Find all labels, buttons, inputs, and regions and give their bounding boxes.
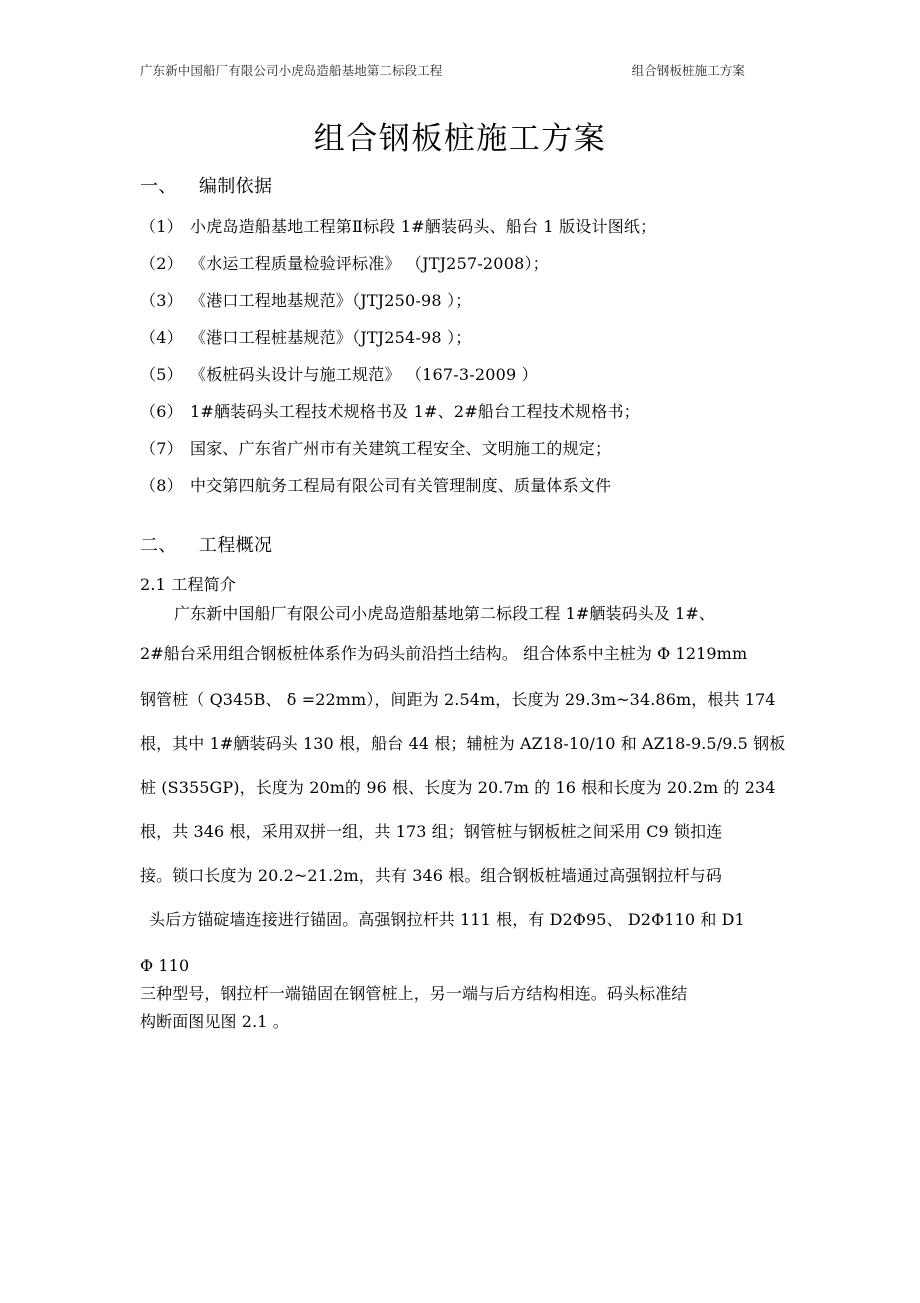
list-item	[140, 290, 788, 312]
reference-list	[140, 216, 788, 497]
reference-text: 中交第四航务工程局有限公司有关管理制度、质量体系文件	[190, 476, 612, 495]
paragraph-line: 根，其中 1#舾装码头 130 根，船台 44 根；辅桩为 AZ18-10/10 和 AZ18-9.5/9.5 钢板	[140, 734, 786, 753]
list-item	[140, 216, 788, 238]
list-item	[140, 438, 788, 460]
list-item	[140, 401, 788, 423]
running-header	[140, 60, 785, 82]
reference-number: （6）	[140, 402, 183, 421]
reference-text: 1#舾装码头工程技术规格书及 1#、2#船台工程技术规格书；	[190, 402, 640, 421]
reference-text: 《板桩码头设计与施工规范》 （167-3-2009 ）	[190, 365, 538, 384]
list-item	[140, 253, 788, 275]
paragraph-line: 构断面图见图 2.1 。	[140, 1012, 289, 1031]
list-item	[140, 364, 788, 386]
reference-number: （1）	[140, 217, 183, 236]
reference-text: 《港口工程地基规范》（JTJ250-98 ）；	[190, 291, 472, 310]
paragraph-line: 桩 (S355GP)，长度为 20m的 96 根、长度为 20.7m 的 16 根和长度为 20.2m 的 234	[140, 778, 776, 797]
reference-text: 《港口工程桩基规范》（JTJ254-98 ）；	[190, 328, 472, 347]
paragraph-line: 接。锁口长度为 20.2~21.2m，共有 346 根。组合钢板桩墙通过高强钢拉杆与码	[140, 866, 722, 885]
paragraph-line: 钢管桩（ Q345B、 δ =22mm），间距为 2.54m，长度为 29.3m~34.86m，根共 174	[140, 690, 776, 709]
list-item	[140, 327, 788, 349]
reference-text: 小虎岛造船基地工程第Ⅱ标段 1#舾装码头、船台 1 版设计图纸；	[190, 217, 657, 236]
section-two-label: 工程概况	[198, 535, 273, 556]
section-heading-two	[140, 531, 788, 561]
paragraph-line: 2#船台采用组合钢板桩体系作为码头前沿挡土结构。 组合体系中主桩为 Φ 1219mm	[140, 644, 748, 663]
paragraph-line: 三种型号，钢拉杆一端锚固在钢管桩上，另一端与后方结构相连。码头标准结	[140, 984, 688, 1003]
reference-number: （7）	[140, 439, 183, 458]
reference-number: （5）	[140, 365, 183, 384]
reference-number: （3）	[140, 291, 183, 310]
paragraph-line: Φ 110	[140, 956, 190, 975]
reference-text: 国家、广东省广州市有关建筑工程安全、文明施工的规定；	[190, 439, 612, 458]
section-heading-one	[140, 172, 788, 202]
paragraph-line: 根，共 346 根，采用双拼一组，共 173 组；钢管桩与钢板桩之间采用 C9 锁扣连	[140, 822, 723, 841]
subsection-heading-2-1: 2.1 工程简介	[140, 575, 237, 594]
reference-number: （2）	[140, 254, 183, 273]
reference-text: 《水运工程质量检验评标准》 （JTJ257-2008）；	[190, 254, 549, 273]
document-title: 组合钢板桩施工方案	[313, 121, 607, 157]
reference-number: （8）	[140, 476, 183, 495]
section-one-label: 编制依据	[198, 176, 273, 197]
paragraph-line: 广东新中国船厂有限公司小虎岛造船基地第二标段工程 1#舾装码头及 1#、	[174, 604, 715, 623]
overview-paragraph	[140, 603, 788, 1033]
section-two-number: 二、	[140, 535, 177, 556]
running-header-left: 广东新中国船厂有限公司小虎岛造船基地第二标段工程	[140, 63, 443, 78]
document-body	[140, 172, 788, 1033]
paragraph-line: 头后方锚碇墙连接进行锚固。高强钢拉杆共 111 根，有 D2Φ95、 D2Φ110 和 D1	[149, 910, 745, 929]
list-item	[140, 475, 788, 497]
section-one-number: 一、	[140, 176, 177, 197]
running-header-right: 组合钢板桩施工方案	[631, 63, 745, 78]
reference-number: （4）	[140, 328, 183, 347]
